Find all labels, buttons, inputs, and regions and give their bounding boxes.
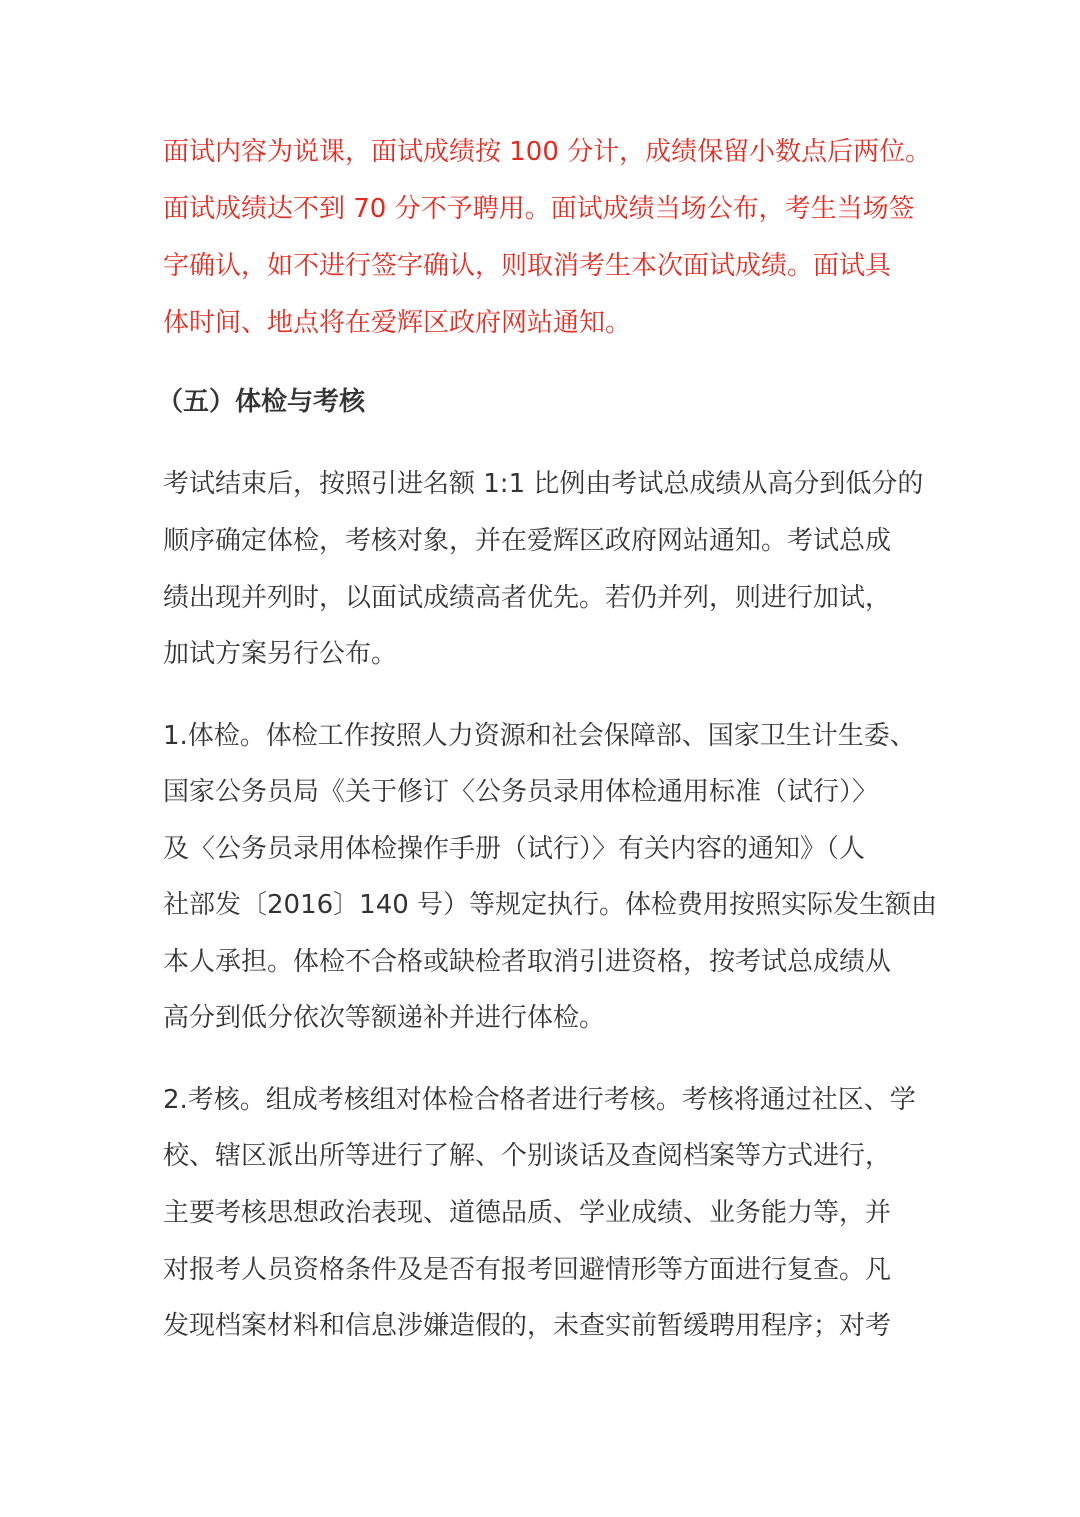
paragraph-line: 校、辖区派出所等进行了解、个别谈话及查阅档案等方式进行， <box>163 1141 892 1171</box>
paragraph-line: 面试成绩达不到 70 分不予聘用。面试成绩当场公布，考生当场签 <box>163 194 915 224</box>
paragraph-line: 体时间、地点将在爱辉区政府网站通知。 <box>163 308 632 338</box>
paragraph-line: 考试结束后，按照引进名额 1:1 比例由考试总成绩从高分到低分的 <box>163 469 924 499</box>
paragraph-line: 社部发〔2016〕140 号）等规定执行。体检费用按照实际发生额由 <box>163 890 938 920</box>
paragraph-line: 本人承担。体检不合格或缺检者取消引进资格，按考试总成绩从 <box>163 947 892 977</box>
section-heading: （五）体检与考核 <box>157 387 366 417</box>
paragraph-line: 顺序确定体检，考核对象，并在爱辉区政府网站通知。考试总成 <box>163 526 892 556</box>
paragraph-line: 字确认，如不进行签字确认，则取消考生本次面试成绩。面试具 <box>163 251 892 281</box>
paragraph-line: 对报考人员资格条件及是否有报考回避情形等方面进行复查。凡 <box>163 1255 892 1285</box>
paragraph-line: 主要考核思想政治表现、道德品质、学业成绩、业务能力等，并 <box>163 1198 892 1228</box>
paragraph-line: 及〈公务员录用体检操作手册（试行）〉有关内容的通知》（人 <box>163 834 866 864</box>
paragraph-line: 2.考核。组成考核组对体检合格者进行考核。考核将通过社区、学 <box>163 1085 916 1115</box>
paragraph-line: 面试内容为说课，面试成绩按 100 分计，成绩保留小数点后两位。 <box>163 137 932 167</box>
paragraph-line: 发现档案材料和信息涉嫌造假的，未查实前暂缓聘用程序；对考 <box>163 1311 892 1341</box>
paragraph-line: 绩出现并列时，以面试成绩高者优先。若仍并列，则进行加试， <box>163 583 892 613</box>
paragraph-line: 国家公务员局《关于修订〈公务员录用体检通用标准（试行）〉 <box>163 777 879 807</box>
paragraph-line: 高分到低分依次等额递补并进行体检。 <box>163 1003 606 1033</box>
paragraph-line: 加试方案另行公布。 <box>163 639 398 669</box>
paragraph-line: 1.体检。体检工作按照人力资源和社会保障部、国家卫生计生委、 <box>163 721 916 751</box>
